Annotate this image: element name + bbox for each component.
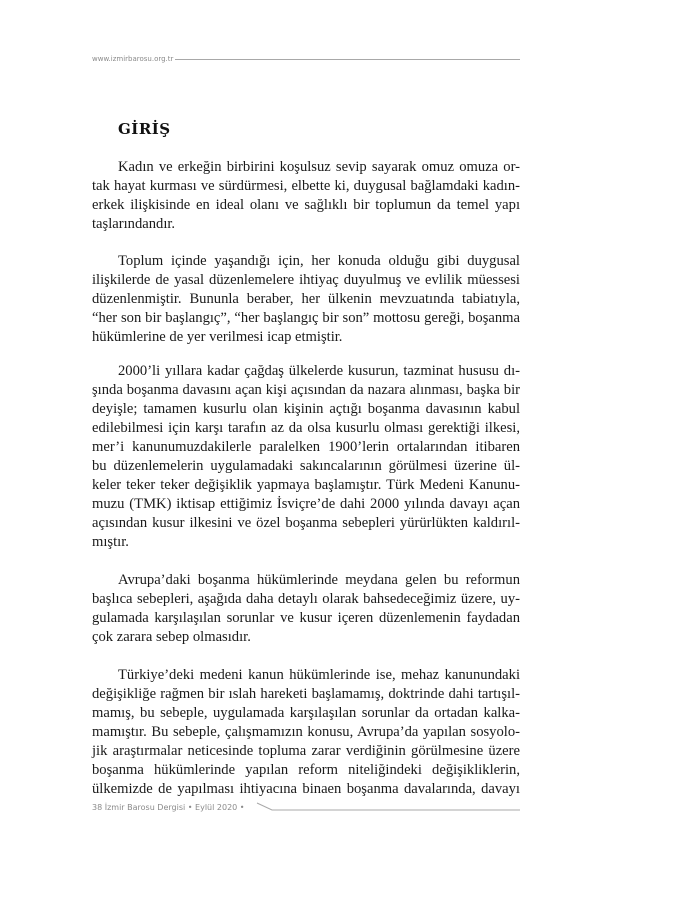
text-line: taşlarındandır. xyxy=(92,216,176,232)
text-line: Avrupa’daki boşanma hükümlerinde meydana gelen bu reformun xyxy=(118,572,520,588)
text-line: şında boşanma davasını açan kişi açısından da nazara alınması, başka bir xyxy=(92,382,520,398)
text-line: çok zarara sebep olmasıdır. xyxy=(92,629,251,645)
text-line: muzu (TMK) iktisap ettiğimiz İsviçre’de dahi 2000 yılında davayı açan xyxy=(92,496,520,512)
paragraph xyxy=(92,571,520,647)
paragraph xyxy=(92,252,520,347)
text-line: ilişkilerde de yasal düzenlemelere ihtiyaç duyulmuş ve evlilik müessesi xyxy=(92,272,520,288)
text-line: ülkemizde de yapılması ihtiyacına binaen boşanma davalarında, davayı xyxy=(92,781,520,797)
text-line: Toplum içinde yaşandığı için, her konuda olduğu gibi duygusal xyxy=(118,253,520,269)
text-line: açısından kusur ilkesini ve özel boşanma sebepleri yürürlükten kaldırıl- xyxy=(92,515,520,531)
text-line: edilebilmesi için karşı tarafın az da olsa kusurlu olması gerektiği ilkesi, xyxy=(92,420,520,436)
header-rule xyxy=(175,59,520,60)
website-url: www.izmirbarosu.org.tr xyxy=(92,55,174,63)
text-line: hükümlerine de yer verilmesi icap etmiştir. xyxy=(92,329,343,345)
text-line: mer’i kanunumuzdakilerle paralelken 1900’lerin ortalarından itibaren xyxy=(92,439,520,455)
paragraph xyxy=(92,362,520,552)
paragraph xyxy=(92,158,520,234)
page-header xyxy=(92,55,520,63)
text-line: gulamada karşılaşılan sorunlar ve kusur içeren düzenlemenin faydadan xyxy=(92,610,520,626)
text-line: “her son bir başlangıç”, “her başlangıç bir son” mottosu gereği, boşanma xyxy=(92,310,520,326)
text-line: tak hayat kurması ve sürdürmesi, elbette ki, duygusal bağlamdaki kadın- xyxy=(92,178,520,194)
text-line: mamış, bu sebeple, uygulamada karşılaşılan sorunlar da ortadan kalka- xyxy=(92,705,520,721)
text-line: 2000’li yıllara kadar çağdaş ülkelerde kusurun, tazminat hususu dı- xyxy=(118,363,520,379)
footer-text: 38 İzmir Barosu Dergisi • Eylül 2020 • xyxy=(92,803,245,812)
text-line: mıştır. xyxy=(92,534,129,550)
text-line: düzenlenmiştir. Bununla beraber, her ülkenin mevzuatında tabiatıyla, xyxy=(92,291,520,307)
text-line: boşanma hükümlerinde yapılan reform niteliğindeki değişikliklerin, xyxy=(92,762,520,778)
text-line: deyişle; tamamen kusurlu olan kişinin açtığı boşanma davasının kabul xyxy=(92,401,520,417)
text-line: mamıştır. Bu sebeple, çalışmamızın konusu, Avrupa’da yapılan sosyolo- xyxy=(92,724,520,740)
text-line: bu düzenlemelerin uygulamadaki sakıncalarının görülmesi üzerine ül- xyxy=(92,458,520,474)
text-line: Kadın ve erkeğin birbirini koşulsuz sevip sayarak omuz omuza or- xyxy=(118,159,520,175)
page-footer xyxy=(92,801,520,815)
text-line: değişikliğe rağmen bir ıslah hareketi başlamamış, doktrinde dahi tartışıl- xyxy=(92,686,520,702)
text-line: keler teker teker değişiklik yapmaya başlamıştır. Türk Medeni Kanunu- xyxy=(92,477,520,493)
text-line: erkek ilişkisinde en ideal olanı ve sağlıklı bir toplumun da temel yapı xyxy=(92,197,520,213)
text-line: jik araştırmalar neticesinde topluma zarar verdiğinin görülmesine üzere xyxy=(92,743,520,759)
text-line: başlıca sebepleri, aşağıda daha detaylı olarak bahsedeceğimiz üzere, uy- xyxy=(92,591,520,607)
paragraph xyxy=(92,666,520,799)
section-title: GİRİŞ xyxy=(118,120,171,138)
text-line: Türkiye’deki medeni kanun hükümlerinde ise, mehaz kanunundaki xyxy=(118,667,520,683)
